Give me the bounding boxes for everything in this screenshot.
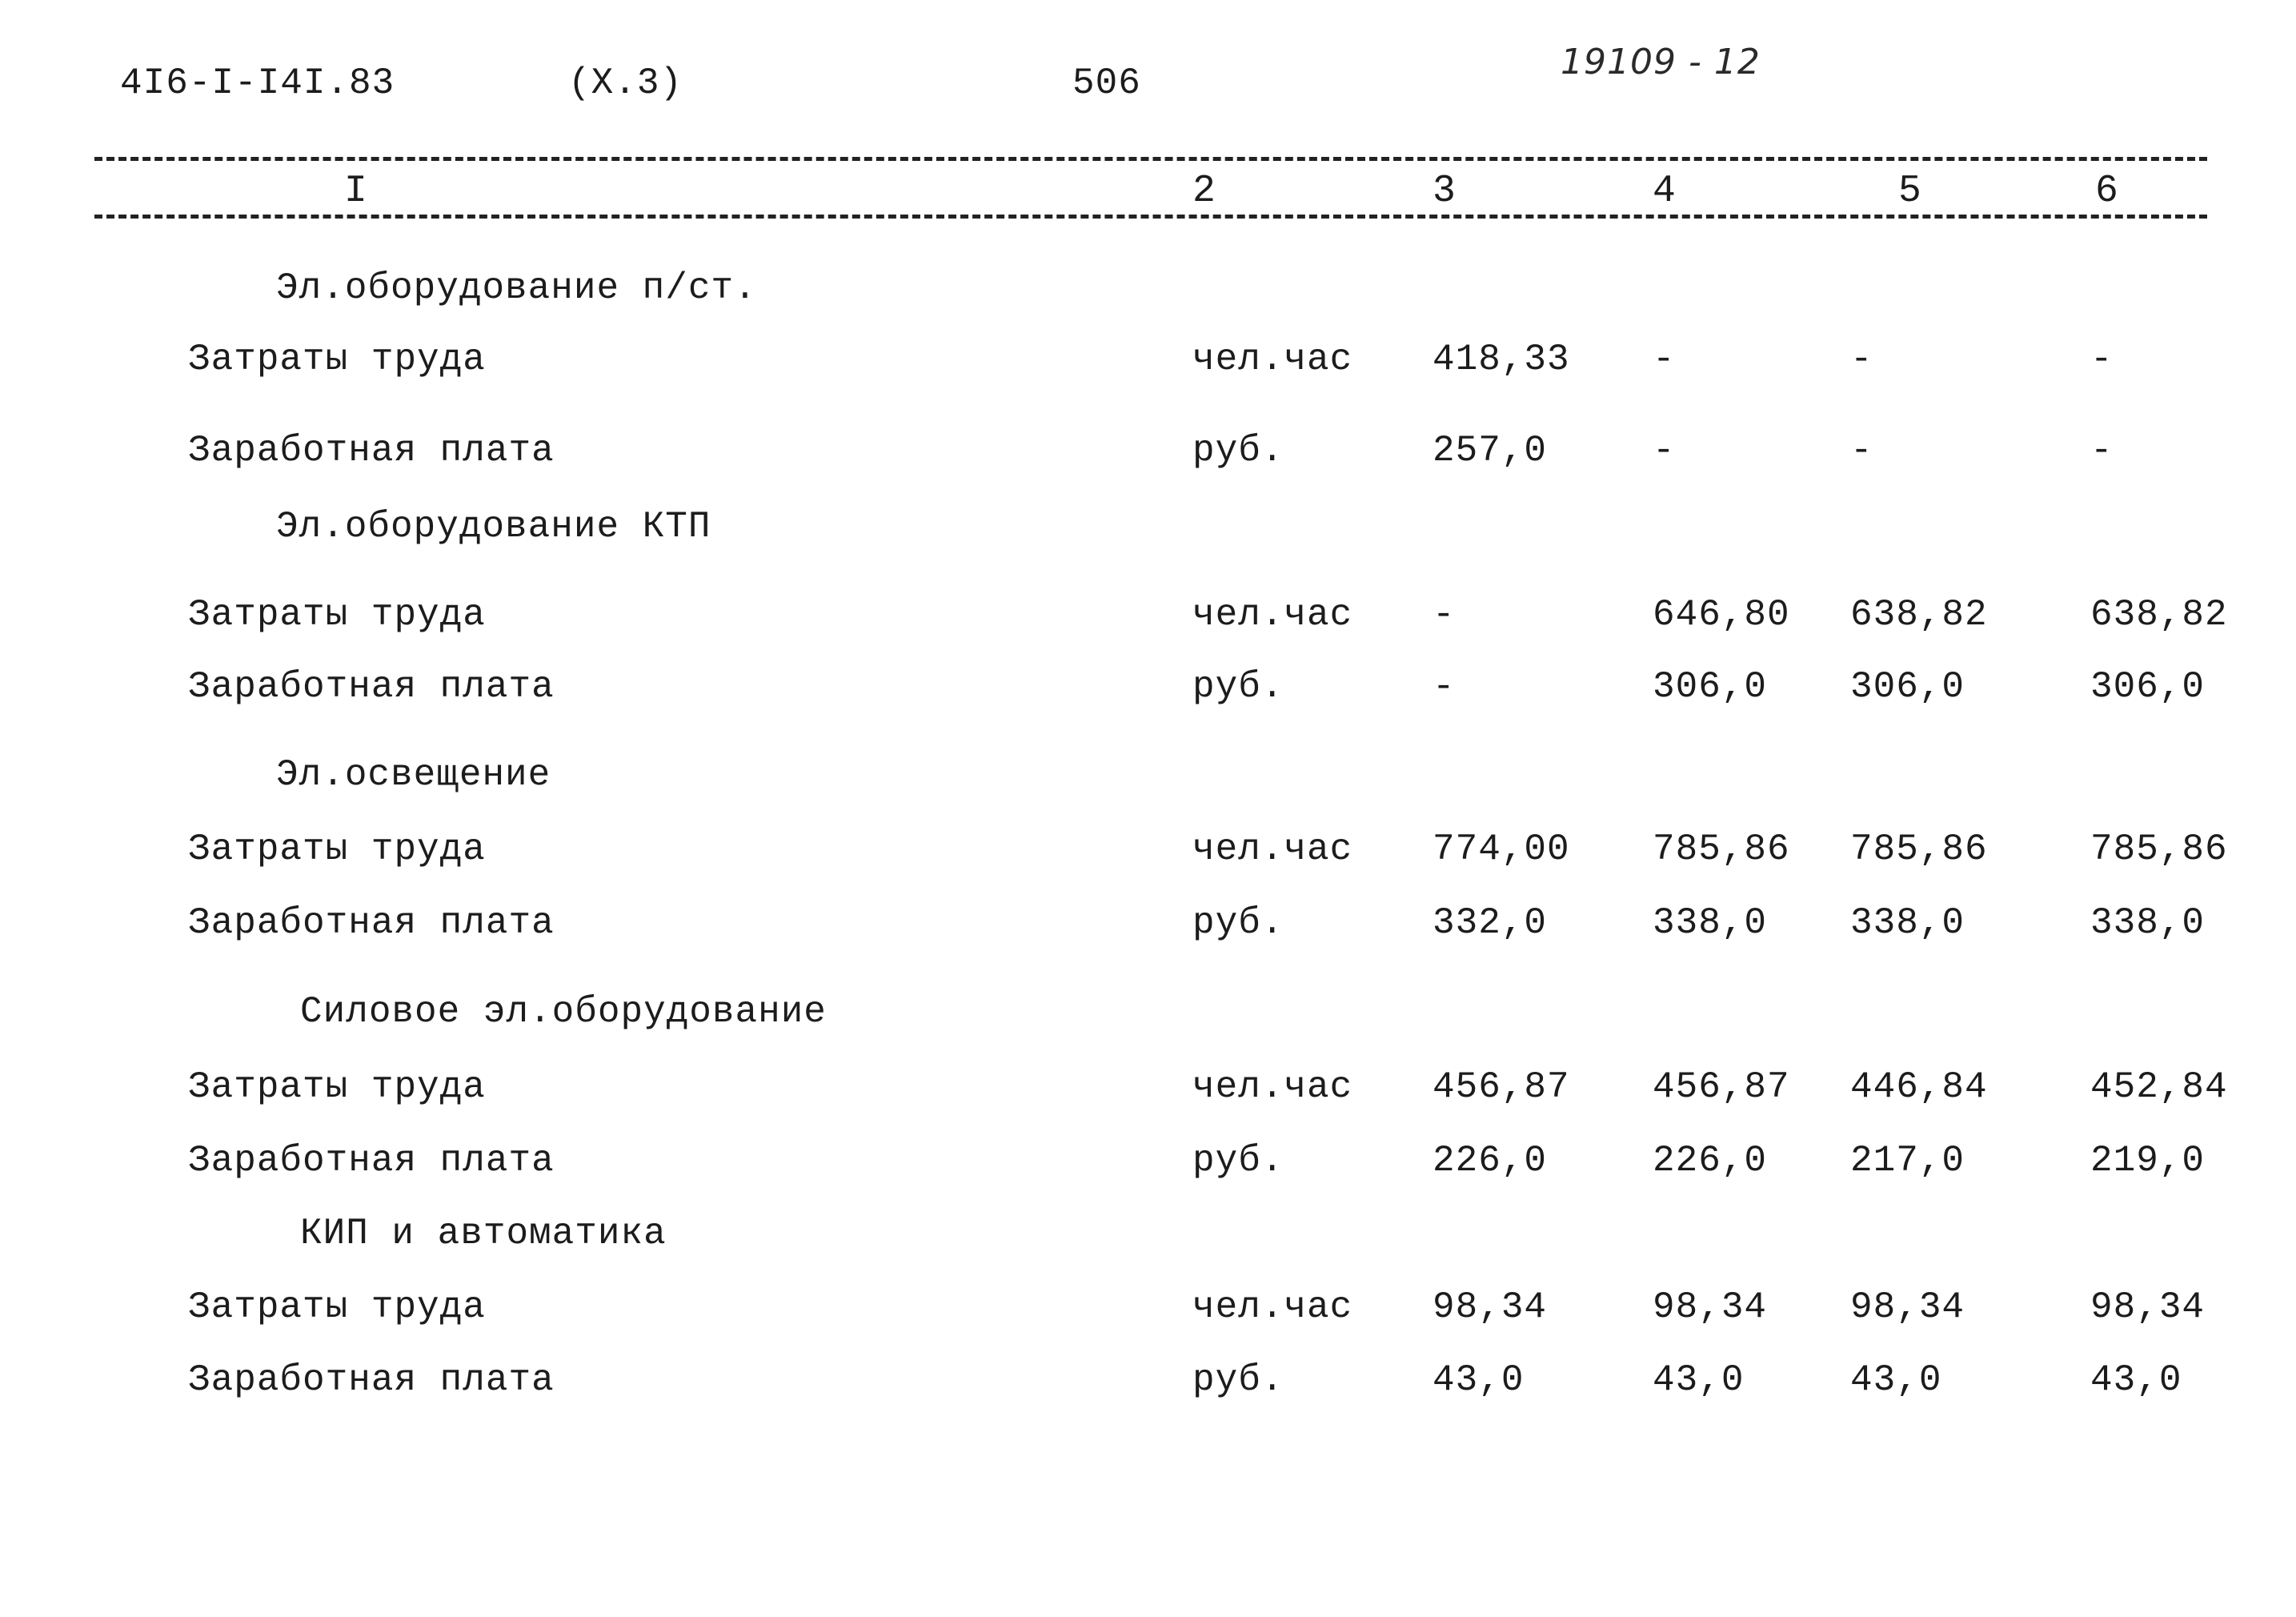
value-col-3: - [1432, 594, 1456, 636]
value-col-5: - [1850, 339, 1873, 380]
value-col-3: 774,00 [1432, 829, 1570, 870]
value-col-5: 43,0 [1850, 1359, 1942, 1401]
value-col-3: 43,0 [1432, 1359, 1525, 1401]
value-col-6: 638,82 [2090, 594, 2228, 636]
table-row [0, 1359, 2296, 1407]
column-number-1: I [344, 170, 367, 213]
table-row [0, 430, 2296, 478]
value-col-4: - [1653, 430, 1676, 471]
value-col-4: - [1653, 339, 1676, 380]
value-col-4: 98,34 [1653, 1286, 1768, 1328]
handwritten-reference: 19109 - 12 [1561, 42, 1761, 82]
table-row [0, 902, 2296, 950]
row-unit: чел.час [1192, 1286, 1353, 1328]
header-divider-bottom [94, 215, 2207, 219]
row-unit: руб. [1192, 430, 1284, 471]
document-code: 4I6-I-I4I.83 [120, 62, 395, 104]
row-label: Затраты труда [188, 594, 486, 636]
section-title: Силовое эл.оборудование [300, 991, 827, 1033]
value-col-4: 646,80 [1653, 594, 1790, 636]
value-col-4: 43,0 [1653, 1359, 1745, 1401]
table-row [0, 339, 2296, 387]
table-row [0, 1286, 2296, 1334]
value-col-4: 338,0 [1653, 902, 1768, 944]
row-unit: руб. [1192, 1359, 1284, 1401]
value-col-3: - [1432, 666, 1456, 708]
row-unit: чел.час [1192, 594, 1353, 636]
row-label: Заработная плата [188, 430, 555, 471]
value-col-5: 306,0 [1850, 666, 1965, 708]
value-col-3: 98,34 [1432, 1286, 1548, 1328]
column-number-3: 3 [1432, 170, 1456, 213]
row-unit: чел.час [1192, 1066, 1353, 1108]
column-number-5: 5 [1898, 170, 1921, 213]
row-label: Затраты труда [188, 829, 486, 870]
row-label: Затраты труда [188, 339, 486, 380]
value-col-6: - [2090, 339, 2114, 380]
value-col-3: 226,0 [1432, 1140, 1548, 1182]
row-label: Заработная плата [188, 1140, 555, 1182]
row-label: Заработная плата [188, 1359, 555, 1401]
header-divider-top [94, 157, 2207, 161]
row-unit: руб. [1192, 1140, 1284, 1182]
value-col-6: 219,0 [2090, 1140, 2206, 1182]
table-row [0, 1066, 2296, 1114]
row-unit: руб. [1192, 902, 1284, 944]
row-label: Заработная плата [188, 666, 555, 708]
value-col-4: 456,87 [1653, 1066, 1790, 1108]
value-col-5: - [1850, 430, 1873, 471]
value-col-4: 785,86 [1653, 829, 1790, 870]
value-col-3: 332,0 [1432, 902, 1548, 944]
row-unit: чел.час [1192, 339, 1353, 380]
value-col-6: 98,34 [2090, 1286, 2206, 1328]
column-number-4: 4 [1653, 170, 1676, 213]
value-col-5: 98,34 [1850, 1286, 1965, 1328]
value-col-5: 446,84 [1850, 1066, 1988, 1108]
table-row [0, 666, 2296, 714]
value-col-5: 338,0 [1850, 902, 1965, 944]
value-col-6: 43,0 [2090, 1359, 2182, 1401]
table-row [0, 829, 2296, 877]
value-col-3: 257,0 [1432, 430, 1548, 471]
value-col-6: - [2090, 430, 2114, 471]
section-title: КИП и автоматика [300, 1213, 667, 1254]
table-row [0, 594, 2296, 642]
row-label: Затраты труда [188, 1066, 486, 1108]
value-col-6: 338,0 [2090, 902, 2206, 944]
value-col-6: 785,86 [2090, 829, 2228, 870]
table-row [0, 1140, 2296, 1188]
document-part: (X.3) [568, 62, 683, 104]
value-col-6: 306,0 [2090, 666, 2206, 708]
section-title: Эл.оборудование п/ст. [276, 267, 757, 309]
value-col-4: 226,0 [1653, 1140, 1768, 1182]
value-col-5: 785,86 [1850, 829, 1988, 870]
value-col-5: 217,0 [1850, 1140, 1965, 1182]
value-col-6: 452,84 [2090, 1066, 2228, 1108]
page-number: 506 [1072, 62, 1141, 104]
value-col-3: 418,33 [1432, 339, 1570, 380]
row-unit: чел.час [1192, 829, 1353, 870]
value-col-3: 456,87 [1432, 1066, 1570, 1108]
value-col-5: 638,82 [1850, 594, 1988, 636]
section-title: Эл.оборудование КТП [276, 506, 711, 548]
row-unit: руб. [1192, 666, 1284, 708]
row-label: Заработная плата [188, 902, 555, 944]
section-title: Эл.освещение [276, 754, 551, 796]
column-number-2: 2 [1192, 170, 1216, 213]
value-col-4: 306,0 [1653, 666, 1768, 708]
column-number-6: 6 [2095, 170, 2118, 213]
row-label: Затраты труда [188, 1286, 486, 1328]
